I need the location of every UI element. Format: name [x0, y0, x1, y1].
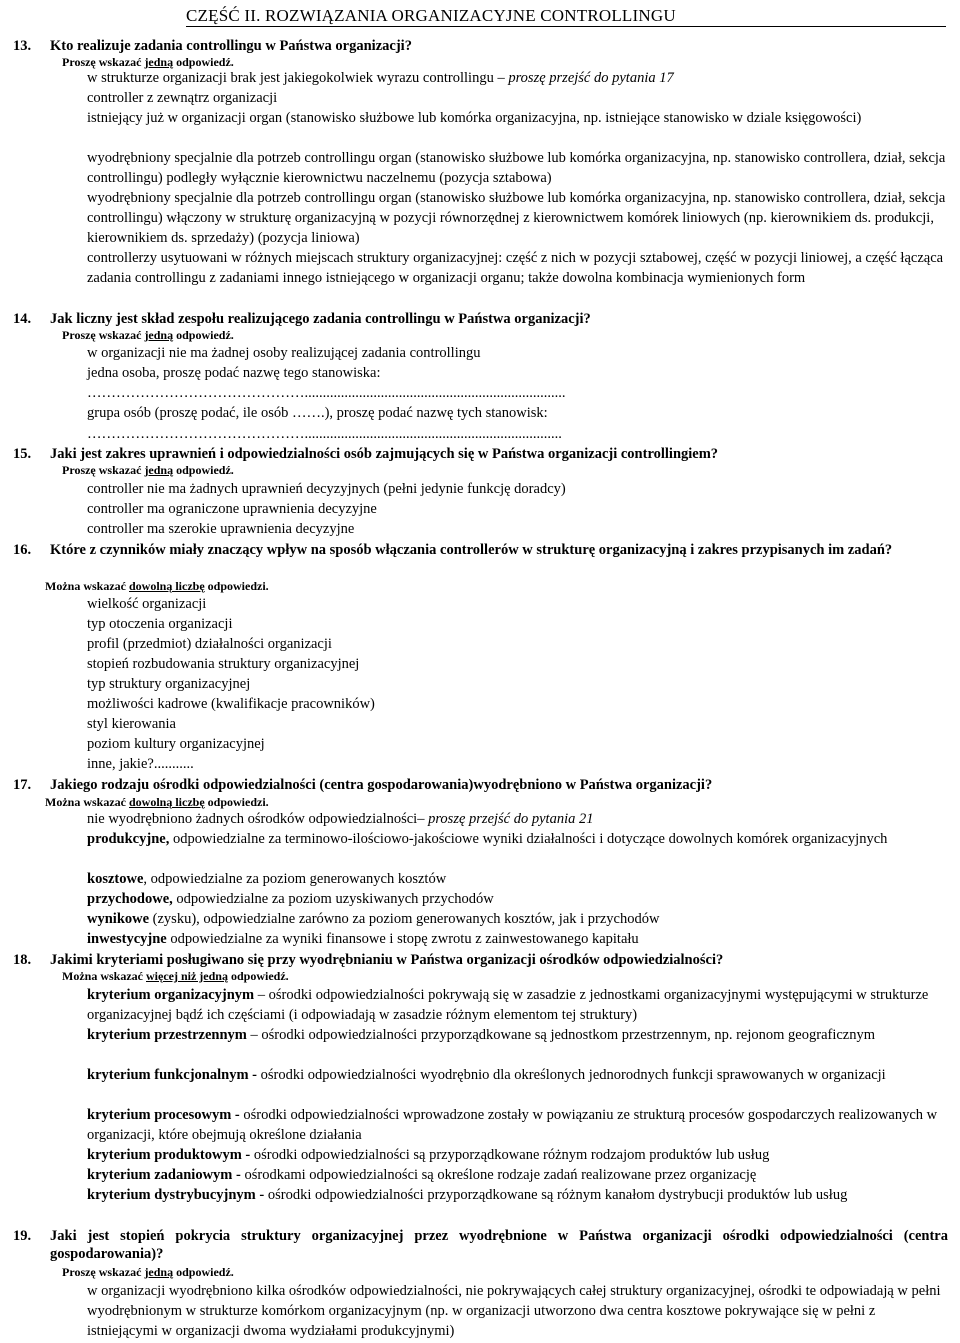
answer-option[interactable]: przychodowe, odpowiedzialne za poziom uzyskiwanych przychodów: [87, 891, 494, 907]
instruction: Można wskazać więcej niż jedną odpowiedź.: [62, 969, 289, 983]
answer-option[interactable]: jedna osoba, proszę podać nazwę tego stanowiska:: [87, 365, 381, 381]
question-18: [13, 951, 948, 969]
answer-option[interactable]: controller z zewnątrz organizacji: [87, 90, 278, 106]
answer-option[interactable]: controller ma ograniczone uprawnienia decyzyjne: [87, 501, 377, 517]
answer-option[interactable]: wyodrębniony specjalnie dla potrzeb controllingu organ (stanowisko służbowe lub komórka organizacyjna, np. stanowisko controllera, dział, sekcja controllingu) podległy wyłącznie kierownictwu naczelnemu (pozycja sztabowa): [87, 150, 946, 186]
answer-option[interactable]: nie wyodrębniono żadnych ośrodków odpowiedzialności– proszę przejść do pytania 21: [87, 811, 594, 827]
write-in-line[interactable]: ………………………………………........................................................................: [87, 385, 566, 401]
instruction: Proszę wskazać jedną odpowiedź.: [62, 1265, 234, 1279]
answer-option-other[interactable]: inne, jakie?...........: [87, 756, 194, 772]
answer-option[interactable]: w organizacji nie ma żadnej osoby realizującej zadania controllingu: [87, 345, 481, 361]
question-16: [13, 541, 948, 559]
answer-option[interactable]: kryterium procesowym - ośrodki odpowiedzialności wprowadzone zostały w powiązaniu ze strukturą procesów gospodarczych realizowanych w organizacji, które obejmują określone działania: [87, 1107, 938, 1143]
answer-option[interactable]: typ otoczenia organizacji: [87, 616, 233, 632]
answer-option[interactable]: w strukturze organizacji brak jest jakiegokolwiek wyrazu controllingu – proszę przejść do pytania 17: [87, 70, 674, 86]
answer-option[interactable]: w organizacji wyodrębniono kilka ośrodków odpowiedzialności, nie pokrywających całej struktury organizacyjnej, ośrodki te odpowiadają w pełni wyodrębnionym w strukturze komórkom organizacyjnym (np. w organizacji utworzono dwa centra kosztowe pokrywające się w pełni z istniejącymi w organizacji dwoma wydziałami produkcyjnymi): [87, 1283, 941, 1339]
question-text: Które z czynników miały znaczący wpływ na sposób włączania controllerów w strukturę organizacyjną i zakres przypisanych im zadań?: [50, 542, 893, 558]
question-text: Jakiego rodzaju ośrodki odpowiedzialności (centra gospodarowania)wyodrębniono w Państwa organizacji?: [50, 777, 713, 793]
instruction: Można wskazać dowolną liczbę odpowiedzi.: [45, 795, 269, 809]
question-text: Jaki jest stopień pokrycia struktury organizacyjnej przez wyodrębnione w Państwa organizacji ośrodki odpowiedzialności (centra gospodarowania)?: [50, 1228, 948, 1262]
answer-option[interactable]: wyodrębniony specjalnie dla potrzeb controllingu organ (stanowisko służbowe lub komórka organizacyjna, np. stanowisko controllera, dział, sekcja controllingu) włączony w strukturę organizacyjną w pozycji równorzędnej z kierownictwem komórek liniowych (np. kierownikiem ds. produkcji, kierownikiem ds. sprzedaży) (pozycja liniowa): [87, 190, 946, 246]
instruction: Można wskazać dowolną liczbę odpowiedzi.: [45, 579, 269, 593]
answer-option[interactable]: produkcyjne, odpowiedzialne za terminowo-ilościowo-jakościowe wyniki działalności i dotyczące dowolnych komórek organizacyjnych: [87, 831, 888, 847]
question-15: [13, 445, 948, 463]
question-text: Jak liczny jest skład zespołu realizującego zadania controllingu w Państwa organizacji?: [50, 311, 591, 327]
answer-option[interactable]: kryterium zadaniowym - ośrodkami odpowiedzialności są określone rodzaje zadań realizowane przez organizację: [87, 1167, 757, 1183]
question-text: Jakimi kryteriami posługiwano się przy wyodrębnianiu w Państwa organizacji ośrodków odpowiedzialności?: [50, 952, 724, 968]
answer-option[interactable]: wynikowe (zysku), odpowiedzialne zarówno za poziom generowanych kosztów, jak i przychodów: [87, 911, 660, 927]
question-number: 17.: [13, 777, 32, 793]
answer-option[interactable]: kryterium produktowym - ośrodki odpowiedzialności są przyporządkowane różnym rodzajom produktów lub usług: [87, 1147, 770, 1163]
write-in-line[interactable]: ……………………………………….......................................................................: [87, 426, 562, 442]
instruction: Proszę wskazać jedną odpowiedź.: [62, 55, 234, 69]
answer-option[interactable]: controller ma szerokie uprawnienia decyzyjne: [87, 521, 355, 537]
question-14: [13, 310, 948, 328]
answer-option[interactable]: istniejący już w organizacji organ (stanowisko służbowe lub komórka organizacyjna, np. istniejące stanowisko w dziale księgowości): [87, 110, 862, 126]
question-number: 16.: [13, 542, 32, 558]
question-19: [13, 1227, 948, 1263]
answer-option[interactable]: controllerzy usytuowani w różnych miejscach struktury organizacyjnej: część z nich w pozycji sztabowej, część w pozycji liniowej, a część łącząca zadania controllingu z zadaniami innego istniejącego w organizacji organu; także dowolna kombinacja wymienionych form: [87, 250, 944, 286]
answer-option[interactable]: grupa osób (proszę podać, ile osób …….), proszę podać nazwę tych stanowisk:: [87, 405, 548, 421]
answer-option[interactable]: poziom kultury organizacyjnej: [87, 736, 265, 752]
section-title: CZĘŚĆ II. ROZWIĄZANIA ORGANIZACYJNE CONTROLLINGU: [186, 6, 946, 27]
question-13: [13, 37, 948, 55]
answer-option[interactable]: wielkość organizacji: [87, 596, 207, 612]
answer-option[interactable]: kryterium organizacyjnym – ośrodki odpowiedzialności pokrywają się w zasadzie z jednostkami organizacyjnymi występującymi w strukturze organizacyjnej bądź ich częściami (i odpowiadają w zasadzie różnym elementom tej struktury): [87, 987, 929, 1023]
answer-option[interactable]: profil (przedmiot) działalności organizacji: [87, 636, 332, 652]
instruction: Proszę wskazać jedną odpowiedź.: [62, 463, 234, 477]
answer-option[interactable]: styl kierowania: [87, 716, 176, 732]
answer-option[interactable]: kosztowe, odpowiedzialne za poziom generowanych kosztów: [87, 871, 447, 887]
answer-option[interactable]: stopień rozbudowania struktury organizacyjnej: [87, 656, 360, 672]
instruction: Proszę wskazać jedną odpowiedź.: [62, 328, 234, 342]
answer-option[interactable]: controller nie ma żadnych uprawnień decyzyjnych (pełni jedynie funkcję doradcy): [87, 481, 566, 497]
question-number: 13.: [13, 38, 32, 54]
question-17: [13, 776, 948, 794]
question-number: 15.: [13, 446, 32, 462]
answer-option[interactable]: możliwości kadrowe (kwalifikacje pracowników): [87, 696, 375, 712]
question-text: Jaki jest zakres uprawnień i odpowiedzialności osób zajmujących się w Państwa organizacji controllingiem?: [50, 446, 719, 462]
answer-option[interactable]: kryterium przestrzennym – ośrodki odpowiedzialności przyporządkowane są jednostkom przestrzennym, np. rejonom geograficznym: [87, 1027, 876, 1043]
answer-option[interactable]: kryterium dystrybucyjnym - ośrodki odpowiedzialności przyporządkowane są różnym kanałom dystrybucji produktów lub usług: [87, 1187, 848, 1203]
answer-option[interactable]: kryterium funkcjonalnym - ośrodki odpowiedzialności wyodrębnio dla określonych jednorodnych funkcji sprawowanych w organizacji: [87, 1067, 886, 1083]
question-number: 19.: [13, 1228, 32, 1244]
question-number: 18.: [13, 952, 32, 968]
question-number: 14.: [13, 311, 32, 327]
answer-option[interactable]: typ struktury organizacyjnej: [87, 676, 251, 692]
answer-option[interactable]: inwestycyjne odpowiedzialne za wyniki finansowe i stopę zwrotu z zainwestowanego kapitału: [87, 931, 639, 947]
question-text: Kto realizuje zadania controllingu w Państwa organizacji?: [50, 38, 412, 54]
